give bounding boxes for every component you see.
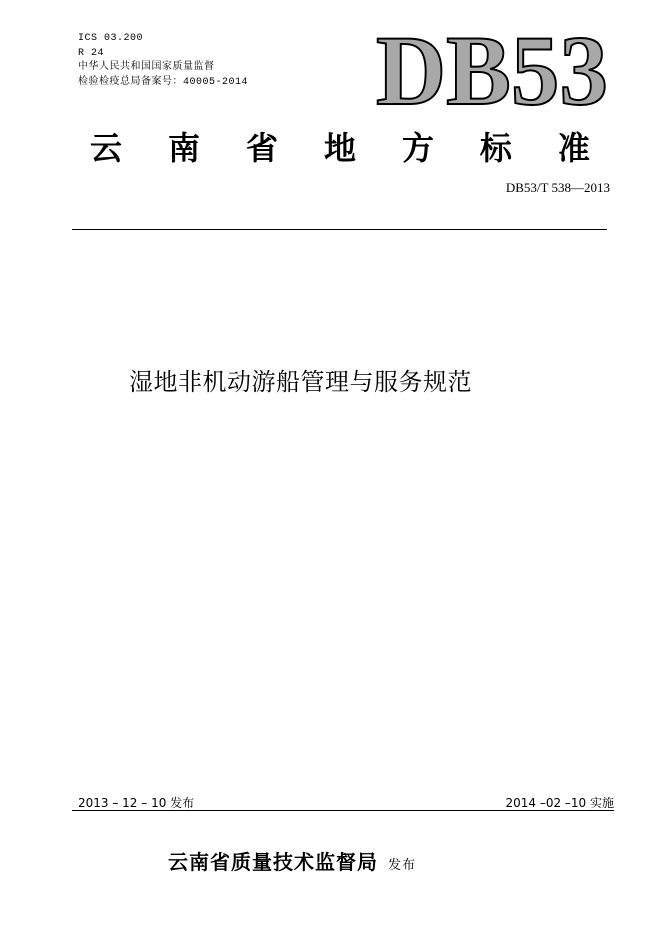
issuer [168,846,416,875]
header-divider [72,229,607,230]
standard-title-char: 准 [557,129,590,167]
ics-code: ICS 03.200 [78,33,144,44]
record-number: 检验检疫总局备案号：40005-2014 [78,76,249,88]
record-authority: 中华人民共和国国家质量监督 [78,62,215,73]
svg-text:DB53: DB53 [376,20,608,115]
release-date: 2013 – 12 – 10 发布 [78,796,195,810]
document-title: 湿地非机动游船管理与服务规范 [129,368,472,396]
issuing-organization: 云南省质量技术监督局 [168,850,378,874]
standard-title-char: 省 [245,129,278,167]
header-metadata [78,32,248,90]
standard-title-char: 方 [401,129,434,167]
standard-title-char: 标 [479,129,512,167]
issue-action: 发布 [388,858,417,873]
standard-type-title [90,128,590,168]
standard-title-char: 南 [167,129,200,167]
standard-title-char: 地 [323,129,356,167]
standard-title-char: 云 [90,129,123,167]
effective-date: 2014 –02 –10 实施 [505,796,614,810]
standard-code: DB53/T 538—2013 [505,180,610,195]
footer-divider [72,810,614,811]
db53-logo [372,20,612,115]
classification-code: R 24 [78,47,105,59]
